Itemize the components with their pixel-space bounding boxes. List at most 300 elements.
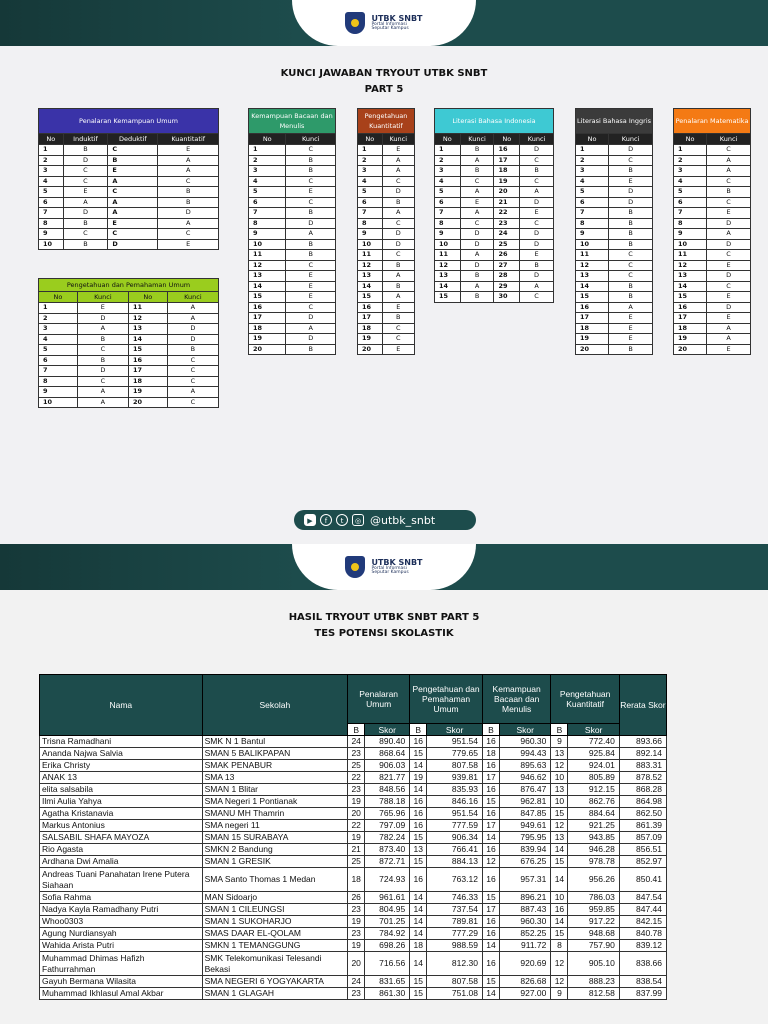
table-cell: 7 xyxy=(39,208,64,219)
table-cell: 862.76 xyxy=(568,796,619,808)
table-cell: A xyxy=(167,303,218,314)
col-header: No xyxy=(674,134,707,145)
table-cell: 4 xyxy=(358,176,383,187)
lbi-rows xyxy=(435,145,554,303)
table-cell: 21 xyxy=(348,844,365,856)
table-cell: D xyxy=(382,229,414,240)
table-cell: 11 xyxy=(674,250,707,261)
table-row xyxy=(576,187,653,198)
table-cell: 19 xyxy=(348,916,365,928)
table-cell: D xyxy=(77,313,128,324)
table-cell: E xyxy=(286,292,336,303)
table-cell: 959.85 xyxy=(568,904,619,916)
table-cell: 3 xyxy=(576,166,609,177)
table-cell: C xyxy=(167,397,218,408)
table-row xyxy=(40,904,667,916)
table-cell: A xyxy=(707,334,751,345)
table-cell: 15 xyxy=(249,292,286,303)
table-cell: 737.54 xyxy=(427,904,483,916)
table-cell: 698.26 xyxy=(365,940,410,952)
table-cell: A xyxy=(460,281,494,292)
table-cell: E xyxy=(382,145,414,156)
table-row xyxy=(674,271,751,282)
table-cell: E xyxy=(108,166,158,177)
answer-key-part: PART 5 xyxy=(364,84,404,95)
table-row xyxy=(576,208,653,219)
table-cell: 14 xyxy=(410,892,427,904)
table-row xyxy=(40,820,667,832)
table-cell: 5 xyxy=(674,187,707,198)
table-cell: C xyxy=(108,187,158,198)
table-cell: E xyxy=(707,313,751,324)
table-cell: D xyxy=(286,313,336,324)
table-cell: 8 xyxy=(39,218,64,229)
table-row xyxy=(249,334,336,345)
table-cell: A xyxy=(520,187,554,198)
table-cell: 978.78 xyxy=(568,856,619,868)
table-cell: B xyxy=(609,208,653,219)
table-row xyxy=(435,271,554,282)
table-cell: C xyxy=(286,145,336,156)
table-cell: C xyxy=(609,155,653,166)
table-cell: C xyxy=(167,355,218,366)
table-cell: 13 xyxy=(249,271,286,282)
table-cell: Erika Christy xyxy=(40,760,203,772)
table-cell: SALSABIL SHAFA MAYOZA xyxy=(40,832,203,844)
table-cell: Muhammad Ikhlasul Amal Akbar xyxy=(40,988,203,1000)
table-row xyxy=(674,250,751,261)
table-row xyxy=(435,250,554,261)
table-cell: B xyxy=(609,166,653,177)
table-cell: 2 xyxy=(39,155,64,166)
col-b: B xyxy=(410,724,427,736)
table-row xyxy=(39,187,219,198)
table-row xyxy=(249,176,336,187)
table-cell: 16 xyxy=(482,784,499,796)
table-cell: B xyxy=(63,218,108,229)
table-cell: 895.63 xyxy=(500,760,551,772)
col-header: Kunci xyxy=(382,134,414,145)
table-cell: SMA Santo Thomas 1 Medan xyxy=(202,868,348,892)
table-cell: C xyxy=(382,250,414,261)
pk-table xyxy=(357,108,415,355)
table-cell: 2 xyxy=(435,155,461,166)
table-cell: 16 xyxy=(482,868,499,892)
table-cell: 716.56 xyxy=(365,952,410,976)
table-row xyxy=(39,145,219,156)
table-cell: A xyxy=(382,166,414,177)
col-header: Kunci xyxy=(520,134,554,145)
table-row xyxy=(358,155,415,166)
table-cell: 835.93 xyxy=(427,784,483,796)
table-row xyxy=(358,292,415,303)
table-row xyxy=(358,145,415,156)
table-cell: 757.90 xyxy=(568,940,619,952)
table-row xyxy=(435,208,554,219)
table-cell: A xyxy=(609,302,653,313)
table-row xyxy=(249,166,336,177)
table-row xyxy=(576,239,653,250)
table-row xyxy=(39,208,219,219)
table-cell: 20 xyxy=(358,344,383,355)
table-cell: 10 xyxy=(674,239,707,250)
table-cell: 14 xyxy=(249,281,286,292)
table-cell: 13 xyxy=(358,271,383,282)
table-row xyxy=(358,239,415,250)
table-cell: C xyxy=(158,176,219,187)
table-row xyxy=(576,281,653,292)
table-cell: A xyxy=(707,229,751,240)
table-cell: MAN Sidoarjo xyxy=(202,892,348,904)
table-row xyxy=(40,808,667,820)
col-header: No xyxy=(249,134,286,145)
table-cell: 917.22 xyxy=(568,916,619,928)
table-cell: 15 xyxy=(410,748,427,760)
table-row xyxy=(249,239,336,250)
col-header: Induktif xyxy=(63,134,108,145)
youtube-icon[interactable]: ▶ xyxy=(304,514,316,526)
table-cell: 15 xyxy=(482,976,499,988)
table-cell: 18 xyxy=(358,323,383,334)
table-row xyxy=(39,197,219,208)
table-cell: 14 xyxy=(576,281,609,292)
table-cell: D xyxy=(460,239,494,250)
table-cell: Whoo0303 xyxy=(40,916,203,928)
table-cell: 890.40 xyxy=(365,736,410,748)
table-row xyxy=(576,145,653,156)
table-cell: 812.30 xyxy=(427,952,483,976)
table-row xyxy=(435,187,554,198)
table-cell: 10 xyxy=(39,239,64,250)
table-cell: SMAN 1 GLAGAH xyxy=(202,988,348,1000)
table-cell: 779.65 xyxy=(427,748,483,760)
table-cell: 5 xyxy=(576,187,609,198)
table-cell: B xyxy=(286,208,336,219)
table-cell: 873.40 xyxy=(365,844,410,856)
table-cell: 925.84 xyxy=(568,748,619,760)
table-cell: SMK Telekomunikasi Telesandi Bekasi xyxy=(202,952,348,976)
table-cell: C xyxy=(108,229,158,240)
table-cell: B xyxy=(77,355,128,366)
table-cell: A xyxy=(158,218,219,229)
table-cell: 850.41 xyxy=(619,868,666,892)
table-cell: 893.66 xyxy=(619,736,666,748)
table-cell: A xyxy=(520,281,554,292)
table-cell: 1 xyxy=(39,145,64,156)
table-cell: D xyxy=(520,271,554,282)
table-cell: SMAN 1 GRESIK xyxy=(202,856,348,868)
table-cell: 9 xyxy=(674,229,707,240)
table-cell: D xyxy=(77,366,128,377)
col-header: No xyxy=(576,134,609,145)
table-cell: Trisna Ramadhani xyxy=(40,736,203,748)
table-cell: C xyxy=(77,345,128,356)
table-cell: 19 xyxy=(249,334,286,345)
col-skor: Skor xyxy=(500,724,551,736)
table-cell: SMA NEGERI 6 YOGYAKARTA xyxy=(202,976,348,988)
table-cell: B xyxy=(286,344,336,355)
col-skor: Skor xyxy=(568,724,619,736)
table-row xyxy=(576,313,653,324)
table-cell: A xyxy=(167,387,218,398)
table-cell: 17 xyxy=(249,313,286,324)
table-cell: Wahida Arista Putri xyxy=(40,940,203,952)
logo-tab-bottom xyxy=(292,544,476,590)
table-cell: 23 xyxy=(348,988,365,1000)
table-cell: A xyxy=(382,271,414,282)
table-row xyxy=(435,197,554,208)
social-handle[interactable]: @utbk_snbt xyxy=(370,513,436,527)
brand-text xyxy=(371,559,422,576)
table-cell: E xyxy=(520,250,554,261)
table-row xyxy=(358,250,415,261)
table-cell: 12 xyxy=(674,260,707,271)
table-cell: 28 xyxy=(494,271,520,282)
table-row xyxy=(358,281,415,292)
table-cell: A xyxy=(63,197,108,208)
table-row xyxy=(40,916,667,928)
col-header: No xyxy=(435,134,461,145)
facebook-icon[interactable]: f xyxy=(320,514,332,526)
table-cell: 6 xyxy=(39,197,64,208)
table-cell: 25 xyxy=(348,760,365,772)
table-cell: 1 xyxy=(435,145,461,156)
table-cell: A xyxy=(460,187,494,198)
table-cell: 17 xyxy=(494,155,520,166)
table-cell: C xyxy=(286,176,336,187)
table-cell: 24 xyxy=(348,736,365,748)
table-cell: 9 xyxy=(551,736,568,748)
table-cell: E xyxy=(520,208,554,219)
table-cell: D xyxy=(520,197,554,208)
table-cell: 8 xyxy=(358,218,383,229)
table-cell: A xyxy=(167,313,218,324)
shield-logo-icon xyxy=(345,12,365,34)
twitter-icon[interactable]: t xyxy=(336,514,348,526)
table-cell: 4 xyxy=(39,334,78,345)
table-cell: 16 xyxy=(482,808,499,820)
table-row xyxy=(249,250,336,261)
table-cell: C xyxy=(520,176,554,187)
table-cell: B xyxy=(520,260,554,271)
table-cell: elita salsabila xyxy=(40,784,203,796)
table-cell: 6 xyxy=(249,197,286,208)
table-cell: 765.96 xyxy=(365,808,410,820)
table-cell: 30 xyxy=(494,292,520,303)
table-cell: 22 xyxy=(348,820,365,832)
table-cell: 701.25 xyxy=(365,916,410,928)
table-cell: 852.25 xyxy=(500,928,551,940)
table-row xyxy=(674,281,751,292)
table-cell: E xyxy=(609,313,653,324)
table-cell: 13 xyxy=(551,748,568,760)
table-cell: SMA 13 xyxy=(202,772,348,784)
table-cell: 12 xyxy=(482,856,499,868)
table-row xyxy=(358,323,415,334)
table-cell: E xyxy=(77,303,128,314)
table-cell: C xyxy=(63,176,108,187)
table-cell: 857.09 xyxy=(619,832,666,844)
table-cell: B xyxy=(609,229,653,240)
brand-text xyxy=(371,15,422,32)
table-cell: E xyxy=(158,145,219,156)
table-cell: 21 xyxy=(494,197,520,208)
table-cell: 812.58 xyxy=(568,988,619,1000)
lbing-rows xyxy=(576,145,653,355)
table-cell: 884.13 xyxy=(427,856,483,868)
col-header: Deduktif xyxy=(108,134,158,145)
table-row xyxy=(674,145,751,156)
table-cell: 18 xyxy=(249,323,286,334)
table-cell: 16 xyxy=(249,302,286,313)
lbing-table xyxy=(575,108,653,355)
table-cell: 24 xyxy=(494,229,520,240)
table-row xyxy=(39,355,219,366)
table-cell: C xyxy=(286,302,336,313)
table-cell: 949.61 xyxy=(500,820,551,832)
pm-rows xyxy=(674,145,751,355)
table-cell: 16 xyxy=(410,736,427,748)
table-cell: 20 xyxy=(576,344,609,355)
table-cell: 927.00 xyxy=(500,988,551,1000)
brand-subtitle-1: Portal Informasi xyxy=(371,565,407,571)
table-cell: 946.28 xyxy=(568,844,619,856)
table-cell: 6 xyxy=(674,197,707,208)
table-cell: C xyxy=(167,376,218,387)
table-cell: 8 xyxy=(39,376,78,387)
table-cell: 1 xyxy=(358,145,383,156)
table-cell: A xyxy=(158,155,219,166)
col-b: B xyxy=(551,724,568,736)
table-cell: A xyxy=(707,155,751,166)
table-cell: C xyxy=(382,218,414,229)
table-row xyxy=(249,208,336,219)
table-row xyxy=(576,292,653,303)
table-cell: E xyxy=(707,260,751,271)
table-cell: 766.41 xyxy=(427,844,483,856)
table-row xyxy=(40,736,667,748)
table-cell: 20 xyxy=(348,952,365,976)
table-row xyxy=(39,155,219,166)
table-cell: 905.10 xyxy=(568,952,619,976)
table-cell: A xyxy=(382,292,414,303)
table-cell: 784.92 xyxy=(365,928,410,940)
table-row xyxy=(249,218,336,229)
table-cell: 676.25 xyxy=(500,856,551,868)
table-row xyxy=(435,281,554,292)
table-cell: 878.52 xyxy=(619,772,666,784)
table-cell: C xyxy=(63,229,108,240)
table-row xyxy=(249,344,336,355)
table-row xyxy=(358,166,415,177)
col-header: Kunci xyxy=(167,292,218,303)
table-row xyxy=(40,892,667,904)
table-cell: 924.01 xyxy=(568,760,619,772)
table-cell: 872.71 xyxy=(365,856,410,868)
table-cell: 14 xyxy=(410,760,427,772)
table-cell: B xyxy=(382,197,414,208)
table-cell: 7 xyxy=(674,208,707,219)
table-cell: 840.78 xyxy=(619,928,666,940)
table-row xyxy=(39,387,219,398)
table-cell: 9 xyxy=(39,229,64,240)
table-cell: C xyxy=(520,218,554,229)
table-cell: 2 xyxy=(674,155,707,166)
table-cell: B xyxy=(382,313,414,324)
table-cell: D xyxy=(460,229,494,240)
table-cell: B xyxy=(158,197,219,208)
table-row xyxy=(674,239,751,250)
table-row xyxy=(576,344,653,355)
table-cell: 13 xyxy=(576,271,609,282)
table-cell: 16 xyxy=(482,952,499,976)
table-row xyxy=(576,229,653,240)
table-cell: A xyxy=(286,323,336,334)
table-cell: 795.95 xyxy=(500,832,551,844)
table-cell: 884.64 xyxy=(568,808,619,820)
table-cell: 906.03 xyxy=(365,760,410,772)
table-cell: 14 xyxy=(674,281,707,292)
table-cell: D xyxy=(707,271,751,282)
table-cell: 7 xyxy=(435,208,461,219)
table-cell: 10 xyxy=(551,772,568,784)
table-cell: B xyxy=(609,239,653,250)
table-cell: 14 xyxy=(410,952,427,976)
table-cell: 20 xyxy=(249,344,286,355)
table-cell: 12 xyxy=(249,260,286,271)
table-cell: 807.58 xyxy=(427,760,483,772)
table-cell: 3 xyxy=(358,166,383,177)
table-cell: 2 xyxy=(576,155,609,166)
table-cell: 17 xyxy=(358,313,383,324)
pm-header: Penalaran Matematika xyxy=(674,109,751,134)
col-skor: Skor xyxy=(427,724,483,736)
instagram-icon[interactable]: ◎ xyxy=(352,514,364,526)
table-cell: 12 xyxy=(576,260,609,271)
ppu-header: Pengetahuan dan Pemahaman Umum xyxy=(39,279,219,292)
table-row xyxy=(249,313,336,324)
table-cell: B xyxy=(158,187,219,198)
table-cell: 861.39 xyxy=(619,820,666,832)
brand-title: UTBK SNBT xyxy=(371,557,423,567)
col-header: Kunci xyxy=(77,292,128,303)
table-cell: SMAN 1 Blitar xyxy=(202,784,348,796)
table-cell: 10 xyxy=(358,239,383,250)
table-cell: 25 xyxy=(348,856,365,868)
table-cell: C xyxy=(609,260,653,271)
table-row xyxy=(39,176,219,187)
table-cell: SMK N 1 Bantul xyxy=(202,736,348,748)
table-cell: C xyxy=(382,323,414,334)
table-cell: 4 xyxy=(249,176,286,187)
table-cell: 12 xyxy=(128,313,167,324)
table-cell: SMAN 1 SUKOHARJO xyxy=(202,916,348,928)
table-cell: A xyxy=(707,323,751,334)
table-cell: 9 xyxy=(576,229,609,240)
pku-rows xyxy=(39,145,219,250)
col-header: No xyxy=(494,134,520,145)
table-row xyxy=(435,260,554,271)
table-cell: E xyxy=(460,197,494,208)
table-row xyxy=(435,292,554,303)
table-cell: 8 xyxy=(551,940,568,952)
table-cell: 14 xyxy=(551,916,568,928)
table-cell: 994.43 xyxy=(500,748,551,760)
table-cell: 27 xyxy=(494,260,520,271)
table-cell: E xyxy=(286,187,336,198)
table-cell: C xyxy=(382,176,414,187)
table-cell: 786.03 xyxy=(568,892,619,904)
